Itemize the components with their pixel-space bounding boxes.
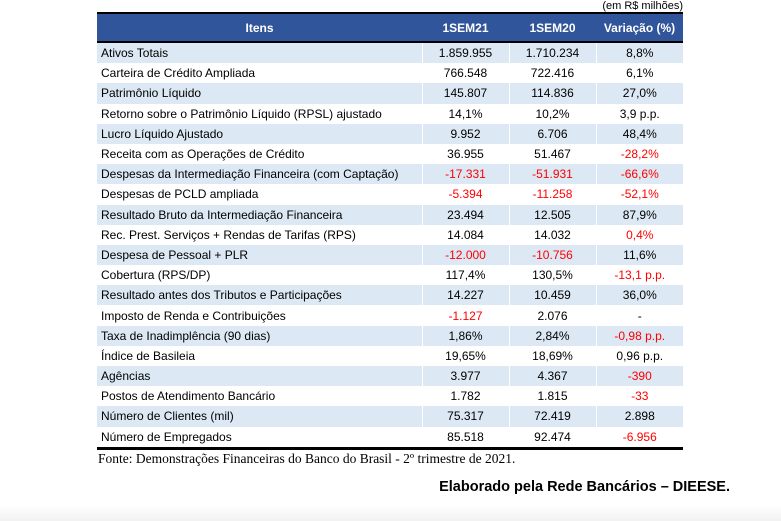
value-cell: 85.518 xyxy=(422,427,509,449)
value-cell: 14,1% xyxy=(422,104,509,124)
value-cell: 0,4% xyxy=(596,225,683,245)
value-cell: 12.505 xyxy=(509,205,596,225)
value-cell: 10.459 xyxy=(509,285,596,305)
item-cell: Agências xyxy=(101,369,151,384)
credit-note: Elaborado pela Rede Bancários – DIEESE. xyxy=(439,479,730,495)
source-note: Fonte: Demonstrações Financeiras do Banco do Brasil - 2º trimestre de 2021. xyxy=(98,451,516,466)
item-cell: Resultado antes dos Tributos e Participações xyxy=(101,288,342,303)
value-cell: 36,0% xyxy=(596,285,683,305)
value-cell: -390 xyxy=(596,366,683,386)
value-cell: 18,69% xyxy=(509,346,596,366)
item-cell: Lucro Líquido Ajustado xyxy=(101,126,224,141)
value-cell: 114.836 xyxy=(509,83,596,103)
item-cell: Retorno sobre o Patrimônio Líquido (RPSL) ajustado xyxy=(101,106,382,121)
value-cell: -66,6% xyxy=(596,164,683,184)
value-cell: -51.931 xyxy=(509,164,596,184)
table-row xyxy=(97,427,683,449)
value-cell: 92.474 xyxy=(509,427,596,449)
value-cell: 2.898 xyxy=(596,406,683,426)
value-cell: -11.258 xyxy=(509,184,596,204)
value-cell: 14.227 xyxy=(422,285,509,305)
value-cell: 3.977 xyxy=(422,366,509,386)
item-cell: Ativos Totais xyxy=(101,46,169,61)
value-cell: -1.127 xyxy=(422,305,509,325)
table-row xyxy=(97,124,683,144)
value-cell: 0,96 p.p. xyxy=(596,346,683,366)
table-row xyxy=(97,305,683,325)
col-header-1sem20: 1SEM20 xyxy=(509,13,596,42)
value-cell: 72.419 xyxy=(509,406,596,426)
value-cell: 1.710.234 xyxy=(509,42,596,63)
table-row xyxy=(97,63,683,83)
value-cell: -6.956 xyxy=(596,427,683,449)
value-cell: 722.416 xyxy=(509,63,596,83)
value-cell: 145.807 xyxy=(422,83,509,103)
value-cell: 4.367 xyxy=(509,366,596,386)
value-cell: -10.756 xyxy=(509,245,596,265)
item-cell: Despesas da Intermediação Financeira (com Captação) xyxy=(101,167,399,182)
value-cell: 27,0% xyxy=(596,83,683,103)
value-cell: 23.494 xyxy=(422,205,509,225)
value-cell: 130,5% xyxy=(509,265,596,285)
value-cell: -33 xyxy=(596,386,683,406)
value-cell: 8,8% xyxy=(596,42,683,63)
value-cell: 1.782 xyxy=(422,386,509,406)
item-cell: Cobertura (RPS/DP) xyxy=(101,268,211,283)
table-row xyxy=(97,225,683,245)
item-cell: Receita com as Operações de Crédito xyxy=(101,147,305,162)
col-header-itens: Itens xyxy=(97,13,422,42)
value-cell: 14.084 xyxy=(422,225,509,245)
value-cell: -28,2% xyxy=(596,144,683,164)
value-cell: 1,86% xyxy=(422,326,509,346)
table-row xyxy=(97,42,683,63)
table-row xyxy=(97,164,683,184)
table-row xyxy=(97,245,683,265)
value-cell: 3,9 p.p. xyxy=(596,104,683,124)
value-cell: 48,4% xyxy=(596,124,683,144)
value-cell: 11,6% xyxy=(596,245,683,265)
col-header-variacao: Variação (%) xyxy=(596,13,683,42)
item-cell: Número de Clientes (mil) xyxy=(101,409,234,424)
value-cell: -12.000 xyxy=(422,245,509,265)
item-cell: Carteira de Crédito Ampliada xyxy=(101,66,256,81)
item-cell: Imposto de Renda e Contribuições xyxy=(101,308,286,323)
value-cell: 2.076 xyxy=(509,305,596,325)
table-row xyxy=(97,285,683,305)
value-cell: 87,9% xyxy=(596,205,683,225)
value-cell: 117,4% xyxy=(422,265,509,285)
value-cell: 19,65% xyxy=(422,346,509,366)
item-cell: Número de Empregados xyxy=(101,429,232,444)
table-header-row xyxy=(97,13,683,42)
table-row xyxy=(97,83,683,103)
table-row xyxy=(97,265,683,285)
value-cell: 51.467 xyxy=(509,144,596,164)
value-cell: 10,2% xyxy=(509,104,596,124)
value-cell: -17.331 xyxy=(422,164,509,184)
col-header-1sem21: 1SEM21 xyxy=(422,13,509,42)
item-cell: Despesas de PCLD ampliada xyxy=(101,187,259,202)
table-body xyxy=(97,42,683,448)
item-cell: Postos de Atendimento Bancário xyxy=(101,389,276,404)
value-cell: -13,1 p.p. xyxy=(596,265,683,285)
table-row xyxy=(97,104,683,124)
page-edge-shadow xyxy=(0,505,781,521)
value-cell: 766.548 xyxy=(422,63,509,83)
table-row xyxy=(97,184,683,204)
table-row xyxy=(97,366,683,386)
item-cell: Despesa de Pessoal + PLR xyxy=(101,247,249,262)
table-row xyxy=(97,205,683,225)
value-cell: 75.317 xyxy=(422,406,509,426)
item-cell: Resultado Bruto da Intermediação Financeira xyxy=(101,207,343,222)
value-cell: 36.955 xyxy=(422,144,509,164)
value-cell: 6,1% xyxy=(596,63,683,83)
value-cell: -52,1% xyxy=(596,184,683,204)
item-cell: Taxa de Inadimplência (90 dias) xyxy=(101,328,271,343)
table-row xyxy=(97,386,683,406)
value-cell: 1.859.955 xyxy=(422,42,509,63)
value-cell: - xyxy=(596,305,683,325)
item-cell: Rec. Prest. Serviços + Rendas de Tarifas (RPS) xyxy=(101,227,356,242)
item-cell: Patrimônio Líquido xyxy=(101,86,202,101)
table-row xyxy=(97,144,683,164)
value-cell: 2,84% xyxy=(509,326,596,346)
unit-note: (em R$ milhões) xyxy=(602,0,683,12)
value-cell: -5.394 xyxy=(422,184,509,204)
value-cell: -0,98 p.p. xyxy=(596,326,683,346)
table-row xyxy=(97,406,683,426)
value-cell: 14.032 xyxy=(509,225,596,245)
value-cell: 1.815 xyxy=(509,386,596,406)
value-cell: 9.952 xyxy=(422,124,509,144)
value-cell: 6.706 xyxy=(509,124,596,144)
table-row xyxy=(97,346,683,366)
item-cell: Índice de Basileia xyxy=(101,348,196,363)
financial-table xyxy=(97,12,683,450)
table-row xyxy=(97,326,683,346)
